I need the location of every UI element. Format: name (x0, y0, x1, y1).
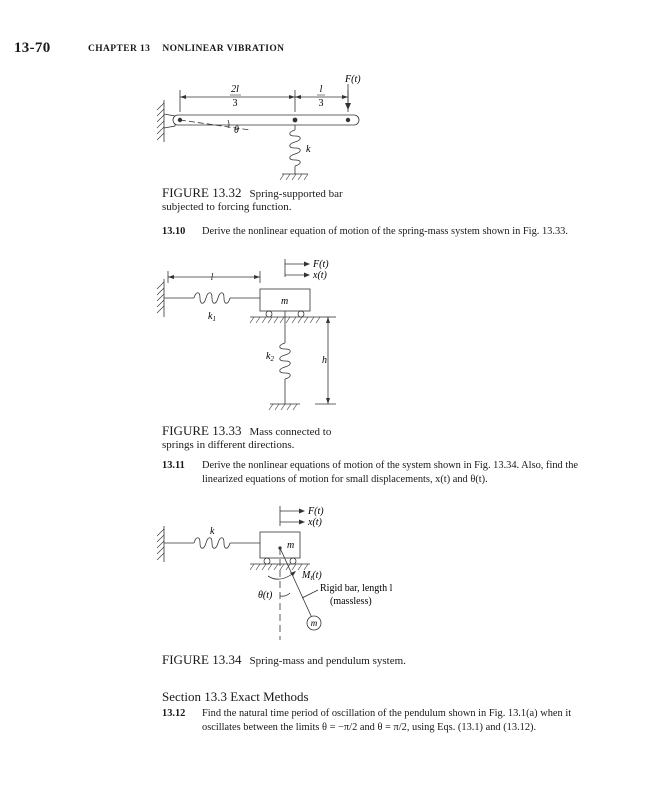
force-label: F(t) (308, 506, 324, 517)
moment-label: $M_t(t)$ (302, 570, 322, 582)
disp-label: x(t) (313, 270, 327, 281)
chapter-label: CHAPTER 13 (88, 44, 151, 54)
force-label: F(t) (345, 74, 361, 85)
caption-text: subjected to forcing function. (162, 201, 292, 213)
spring-label: k (306, 144, 311, 155)
pivot-dot (178, 118, 182, 122)
figure-13-32-caption (162, 186, 343, 214)
figure-13-33-diagram (150, 255, 350, 415)
caption-text: springs in different directions. (162, 439, 295, 451)
dim-right-den: 3 (318, 98, 324, 109)
spring2-label: $k_2$ (266, 351, 274, 363)
figure-13-33-caption (162, 424, 331, 452)
problem-13-11 (162, 459, 632, 489)
angle-label: θ(t) (258, 590, 273, 601)
caption-text: Mass connected to (249, 426, 332, 438)
force-attach-dot (346, 118, 350, 122)
dim-left-num: 2l (231, 84, 239, 95)
section-heading: Section 13.3 Exact Methods (162, 689, 309, 704)
height-label: h (322, 355, 327, 366)
spring-k (290, 130, 301, 166)
wheel-right (290, 558, 296, 564)
figure-label: FIGURE 13.33 (162, 423, 242, 438)
length-label: l (210, 272, 214, 283)
wall-hatch (157, 103, 164, 140)
force-label: F(t) (313, 259, 329, 270)
spring-label: k (210, 526, 215, 537)
rigid-bar (280, 548, 312, 618)
bar-leader (302, 590, 318, 598)
problem-number: 13.10 (162, 226, 186, 237)
bar-label: Rigid bar, length l (320, 583, 393, 594)
running-header (88, 44, 296, 54)
spring-k2 (280, 343, 291, 379)
wheel-left (264, 558, 270, 564)
mass-label: m (287, 540, 295, 551)
dim-right-num: l (319, 84, 323, 95)
figure-label: FIGURE 13.34 (162, 652, 242, 667)
disp-label: x(t) (308, 517, 322, 528)
figure-13-34-diagram (150, 500, 410, 645)
figure-label: FIGURE 13.32 (162, 185, 242, 200)
caption-text: Spring-mass and pendulum system. (249, 655, 406, 667)
problem-13-12 (162, 707, 632, 737)
bob-label: m (310, 618, 318, 628)
spring-attach-dot (293, 118, 298, 123)
spring1-label: $k_1$ (208, 311, 216, 323)
wheel-left (266, 311, 272, 317)
problem-number: 13.12 (162, 708, 186, 719)
problem-number: 13.11 (162, 460, 185, 471)
mass-label: m (281, 296, 289, 307)
caption-text: Spring-supported bar (249, 188, 343, 200)
dim-left-den: 3 (232, 98, 238, 109)
figure-13-32-diagram (150, 70, 380, 185)
problem-text: Find the natural time period of oscillation of the pendulum shown in Fig. 13.1(a) when it oscillates between the limits θ = −π/2 and θ = π/2, using Eqs. (13.1) and (13.12). (202, 708, 572, 733)
spring-k1 (194, 293, 230, 304)
problem-text: Derive the nonlinear equations of motion of the system shown in Fig. 13.34. Also, find the linearized equations of motion for small displacements, x(t) and θ(t). (202, 460, 579, 485)
angle-arc (280, 593, 290, 596)
chapter-title: NONLINEAR VIBRATION (162, 44, 285, 54)
problem-text: Derive the nonlinear equation of motion of the spring-mass system shown in Fig. 13.33. (202, 226, 568, 237)
angle-label: θ (234, 125, 239, 136)
bar-label-massless: (massless) (330, 596, 372, 607)
figure-13-34-caption (162, 653, 406, 668)
rigid-bar (173, 115, 359, 125)
problem-13-10 (162, 225, 622, 239)
page-number: 13-70 (14, 40, 51, 56)
spring-k (194, 538, 230, 549)
wheel-right (298, 311, 304, 317)
